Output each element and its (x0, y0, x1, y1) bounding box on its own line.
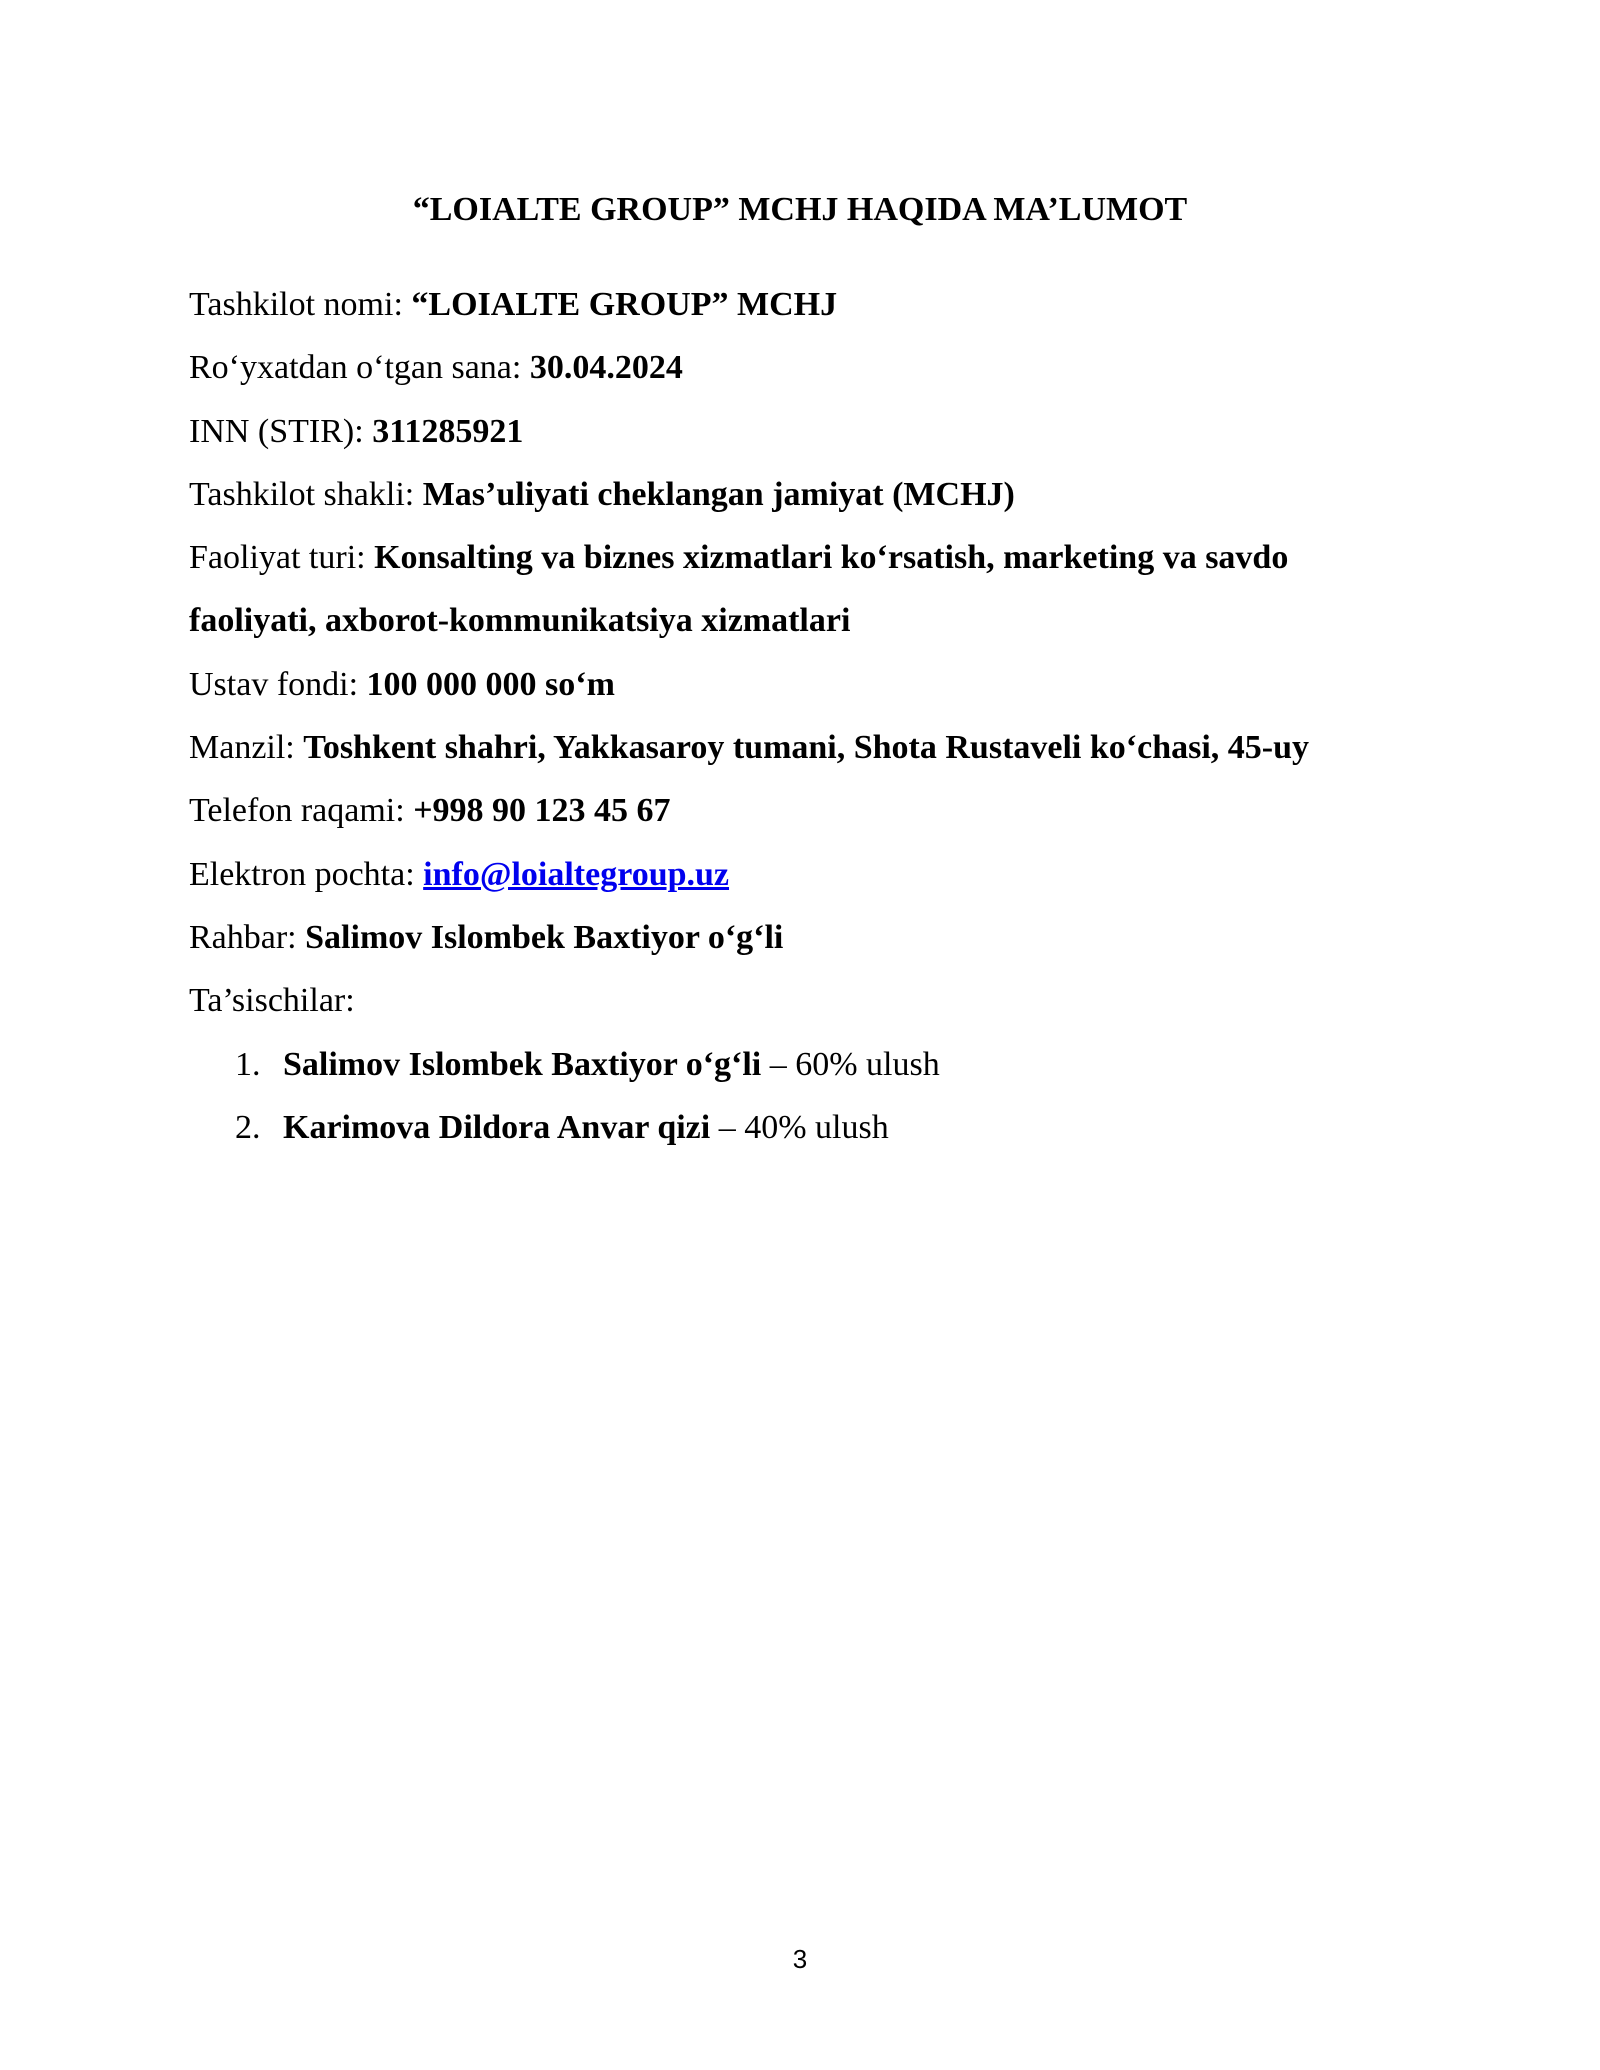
director-label: Rahbar: (189, 918, 306, 956)
org-name-value: “LOIALTE GROUP” MCHJ (411, 286, 838, 323)
org-form-label: Tashkilot shakli: (189, 475, 423, 513)
reg-date-label: Ro‘yxatdan o‘tgan sana: (189, 349, 530, 387)
email-label: Elektron pochta: (189, 855, 424, 893)
page-number: 3 (792, 1944, 808, 1974)
list-item (235, 1033, 1429, 1096)
phone-value: +998 90 123 45 67 (413, 792, 671, 830)
inn-row (189, 400, 1429, 463)
org-name-label: Tashkilot nomi: (189, 286, 412, 323)
reg-date-row (189, 336, 1429, 399)
activity-row-continued (189, 589, 1429, 652)
org-form-row (189, 463, 1429, 526)
founder-name: Karimova Dildora Anvar qizi (283, 1108, 711, 1146)
capital-row (189, 653, 1429, 716)
org-form-value: Mas’uliyati cheklangan jamiyat (MCHJ) (422, 475, 1015, 513)
phone-row (189, 779, 1429, 842)
activity-value-line1: Konsalting va biznes xizmatlari ko‘rsatish, marketing va savdo (374, 539, 1289, 577)
founder-share: – 60% ulush (761, 1045, 940, 1083)
activity-label: Faoliyat turi: (189, 539, 375, 577)
activity-row (189, 526, 1429, 589)
document-body (189, 273, 1429, 1159)
email-row (189, 843, 1429, 906)
founders-list (189, 1033, 1429, 1160)
activity-value-line2: faoliyati, axborot-kommunikatsiya xizmatlari (189, 602, 851, 640)
inn-label: INN (STIR): (189, 412, 373, 450)
address-value: Toshkent shahri, Yakkasaroy tumani, Shota Rustaveli ko‘chasi, 45-uy (303, 729, 1310, 767)
inn-value: 311285921 (372, 412, 524, 450)
email-link[interactable]: info@loialtegroup.uz (423, 855, 730, 893)
list-item-number: 1. (235, 1045, 261, 1083)
list-item-number: 2. (235, 1108, 261, 1146)
phone-label: Telefon raqami: (189, 792, 414, 830)
founders-heading: Ta’sischilar: (189, 982, 355, 1020)
org-name-row (189, 273, 1429, 336)
director-row (189, 906, 1429, 969)
director-value: Salimov Islombek Baxtiyor o‘g‘li (305, 918, 784, 956)
capital-value: 100 000 000 so‘m (366, 665, 615, 703)
address-label: Manzil: (189, 729, 304, 767)
address-row (189, 716, 1429, 779)
capital-label: Ustav fondi: (189, 665, 367, 703)
document-title: “LOIALTE GROUP” MCHJ HAQIDA MA’LUMOT (412, 191, 1188, 228)
reg-date-value: 30.04.2024 (529, 349, 683, 387)
founder-share: – 40% ulush (710, 1108, 889, 1146)
list-item (235, 1096, 1429, 1159)
founder-name: Salimov Islombek Baxtiyor o‘g‘li (283, 1045, 762, 1083)
